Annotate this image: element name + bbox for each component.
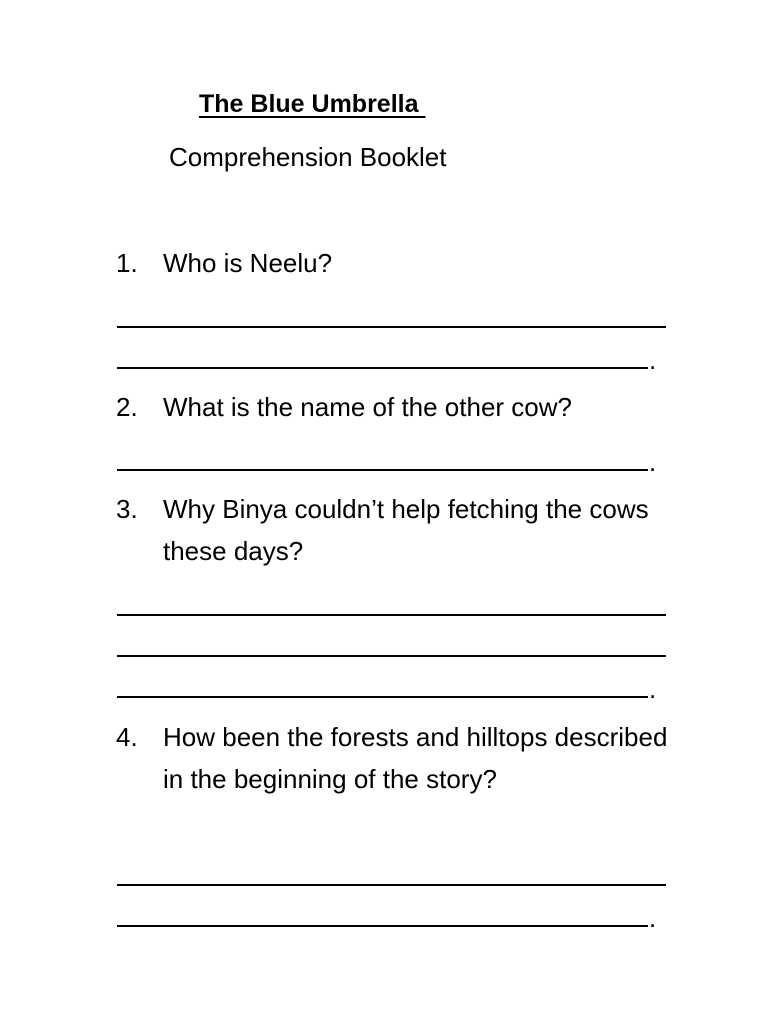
question-4: [116, 716, 676, 800]
line-end-period: .: [649, 447, 657, 477]
question-text: How been the forests and hilltops described in the beginning of the story?: [163, 722, 668, 794]
answer-line[interactable]: [117, 696, 648, 698]
document-subtitle: Comprehension Booklet: [169, 142, 447, 172]
question-3: [116, 488, 676, 572]
document-title: The Blue Umbrella: [199, 90, 426, 118]
answer-line[interactable]: [117, 469, 648, 471]
question-1: [116, 242, 676, 284]
line-end-period: .: [649, 903, 657, 933]
answer-line[interactable]: [117, 925, 648, 927]
question-number: 3.: [116, 494, 138, 524]
answer-line[interactable]: [117, 884, 666, 886]
question-number: 2.: [116, 392, 138, 422]
line-end-period: .: [649, 674, 657, 704]
line-end-period: .: [649, 345, 657, 375]
answer-line[interactable]: [117, 326, 666, 328]
answer-line[interactable]: [117, 367, 648, 369]
question-text: Who is Neelu?: [163, 248, 333, 278]
question-number: 4.: [116, 722, 138, 752]
question-text: Why Binya couldn’t help fetching the cows these days?: [163, 494, 649, 566]
question-2: [116, 386, 676, 428]
answer-line[interactable]: [117, 614, 666, 616]
question-number: 1.: [116, 248, 138, 278]
answer-line[interactable]: [117, 655, 666, 657]
question-text: What is the name of the other cow?: [163, 392, 572, 422]
